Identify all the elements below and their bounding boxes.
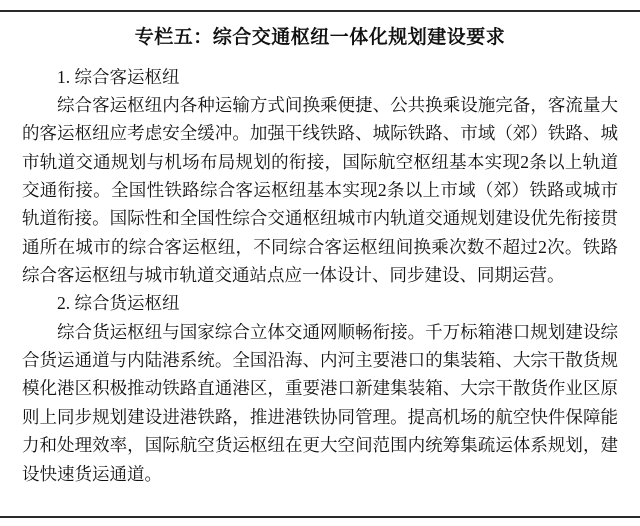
bottom-divider-rule <box>0 516 640 518</box>
section-2-body: 综合货运枢纽与国家综合立体交通网顺畅衔接。千万标箱港口规划建设综合货运通道与内陆港系统。全国沿海、内河主要港口的集装箱、大宗干散货规模化港区积极推动铁路直通港区，重要港口新建集装箱、大宗干散货作业区原则上同步规划建设进港铁路，推进港铁协同管理。提高机场的航空快件保障能力和处理效率，国际航空货运枢纽在更大空间范围内统筹集疏运体系规划，建设快速货运通道。 <box>22 321 618 484</box>
section-2-heading: 2. 综合货运枢纽 <box>57 293 180 314</box>
section-1-body: 综合客运枢纽内各种运输方式间换乘便捷、公共换乘设施完备，客流量大的客运枢纽应考虑安全缓冲。加强干线铁路、城际铁路、市域（郊）铁路、城市轨道交通规划与机场布局规划的衔接，国际航空枢纽基本实现2条以上轨道交通衔接。全国性铁路综合客运枢纽基本实现2条以上市域（郊）铁路或城市轨道衔接。国际性和全国性综合交通枢纽城市内轨道交通规划建设优先衔接贯通所在城市的综合客运枢纽，不同综合客运枢纽间换乘次数不超过2次。铁路综合客运枢纽与城市轨道交通站点应一体设计、同步建设、同期运营。 <box>22 95 618 286</box>
section-1-heading: 1. 综合客运枢纽 <box>57 66 180 87</box>
page-title: 专栏五：综合交通枢纽一体化规划建设要求 <box>134 27 506 48</box>
document-content <box>0 12 640 516</box>
